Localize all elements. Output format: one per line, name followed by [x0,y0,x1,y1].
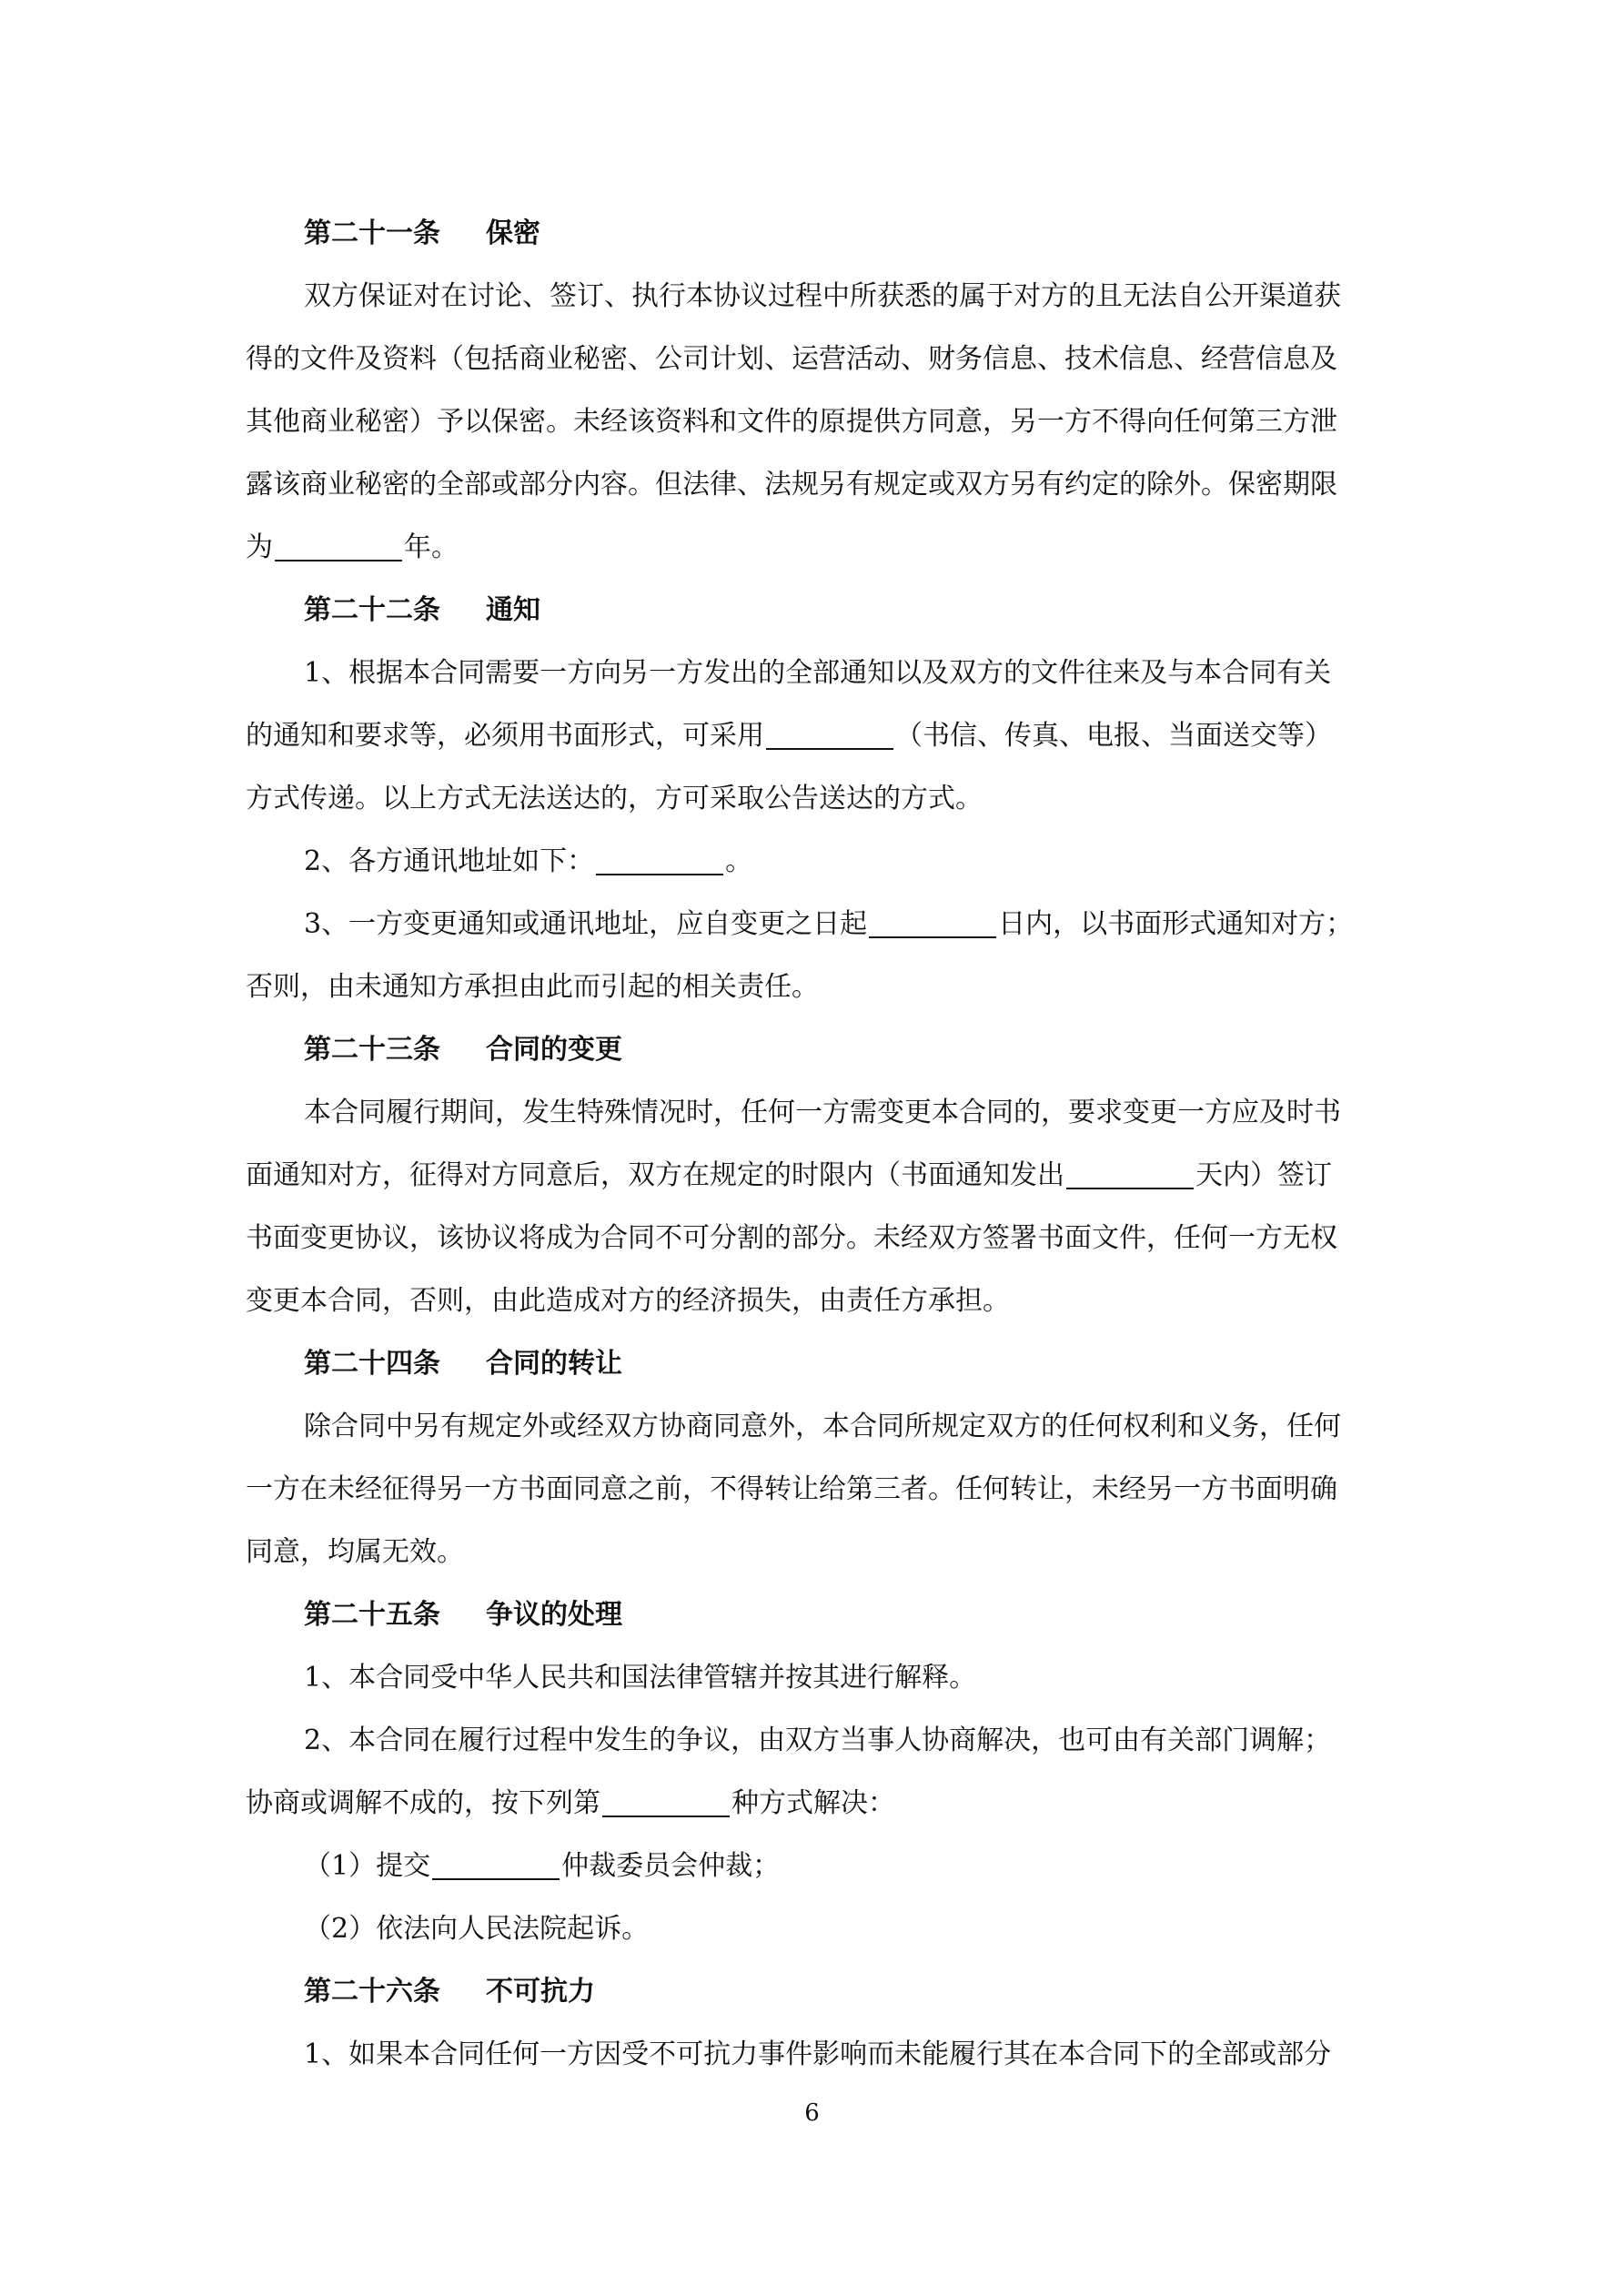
article-number: 第二十五条 [304,1599,440,1631]
article-22-heading [246,579,1387,642]
text-segment: 天内）签订 [1195,1159,1332,1191]
article-title: 合同的变更 [486,1034,622,1066]
article-title: 保密 [486,217,540,249]
text-segment: （书信、传真、电报、当面送交等） [895,720,1332,752]
fill-in-blank [432,1851,560,1880]
paragraph-line: 1、本合同受中华人民共和国法律管辖并按其进行解释。 [304,1662,977,1694]
text-segment: 。 [725,845,753,877]
text-segment: 2、各方通讯地址如下： [304,845,595,877]
text-segment: 面通知对方，征得对方同意后，双方在规定的时限内（书面通知发出 [246,1159,1064,1191]
article-24-heading [246,1332,1387,1395]
article-number: 第二十四条 [304,1348,440,1380]
article-number: 第二十六条 [304,1976,440,2008]
paragraph-line: 露该商业秘密的全部或部分内容。但法律、法规另有规定或双方另有约定的除外。保密期限 [246,469,1337,501]
fill-in-blank [602,1788,730,1817]
paragraph-line: （2）依法向人民法院起诉。 [304,1913,650,1945]
paragraph-line: 书面变更协议，该协议将成为合同不可分割的部分。未经双方签署书面文件，任何一方无权 [246,1222,1337,1254]
text-segment: 仲裁委员会仲裁； [561,1850,781,1882]
article-25-heading [246,1583,1387,1646]
paragraph-line: 变更本合同，否则，由此造成对方的经济损失，由责任方承担。 [246,1285,1010,1317]
paragraph-line [246,893,1387,956]
article-26-heading [246,1960,1387,2023]
article-title: 不可抗力 [486,1976,595,2008]
text-segment: 3、一方变更通知或通讯地址，应自变更之日起 [304,908,868,940]
article-title: 合同的转让 [486,1348,622,1380]
paragraph-line [246,1835,1387,1897]
paragraph-line: 1、如果本合同任何一方因受不可抗力事件影响而未能履行其在本合同下的全部或部分 [304,2038,1332,2070]
fill-in-blank [766,721,893,750]
document-body [246,202,1387,2086]
paragraph-line: 1、根据本合同需要一方向另一方发出的全部通知以及双方的文件往来及与本合同有关 [304,657,1332,689]
paragraph-line: 否则，由未通知方承担由此而引起的相关责任。 [246,971,819,1003]
paragraph-line: 方式传递。以上方式无法送达的，方可采取公告送达的方式。 [246,783,983,814]
paragraph-line: 2、本合同在履行过程中发生的争议，由双方当事人协商解决，也可由有关部门调解； [304,1725,1332,1756]
article-title: 争议的处理 [486,1599,622,1631]
fill-in-blank [1066,1160,1194,1189]
article-number: 第二十一条 [304,217,440,249]
fill-in-blank [596,846,723,875]
text-segment: 为 [246,531,273,563]
paragraph-line: 同意，均属无效。 [246,1536,464,1568]
paragraph-line: 得的文件及资料（包括商业秘密、公司计划、运营活动、财务信息、技术信息、经营信息及 [246,343,1337,375]
article-title: 通知 [486,594,540,626]
text-segment: （1）提交 [304,1850,431,1882]
article-number: 第二十三条 [304,1034,440,1066]
fill-in-blank [869,909,996,938]
paragraph-line: 双方保证对在讨论、签订、执行本协议过程中所获悉的属于对方的且无法自公开渠道获 [304,280,1341,312]
paragraph-line: 本合同履行期间，发生特殊情况时，任何一方需变更本合同的，要求变更一方应及时书 [304,1097,1341,1128]
paragraph-line: 一方在未经征得另一方书面同意之前，不得转让给第三者。任何转让，未经另一方书面明确 [246,1473,1337,1505]
text-segment: 的通知和要求等，必须用书面形式，可采用 [246,720,764,752]
paragraph-line: 其他商业秘密）予以保密。未经该资料和文件的原提供方同意，另一方不得向任何第三方泄 [246,406,1337,438]
text-segment: 协商或调解不成的，按下列第 [246,1787,600,1819]
paragraph-line [246,1772,1387,1835]
text-segment: 日内，以书面形式通知对方； [998,908,1354,940]
paragraph-line [246,704,1387,767]
paragraph-line [246,830,1387,893]
fill-in-blank [275,532,402,561]
article-21-heading [246,202,1387,265]
article-number: 第二十二条 [304,594,440,626]
paragraph-line [246,516,1387,579]
text-segment: 种方式解决： [731,1787,895,1819]
page-number: 6 [804,2099,820,2127]
text-segment: 年。 [404,531,459,563]
paragraph-line [246,1144,1387,1207]
paragraph-line: 除合同中另有规定外或经双方协商同意外，本合同所规定双方的任何权利和义务，任何 [304,1411,1341,1442]
article-23-heading [246,1018,1387,1081]
